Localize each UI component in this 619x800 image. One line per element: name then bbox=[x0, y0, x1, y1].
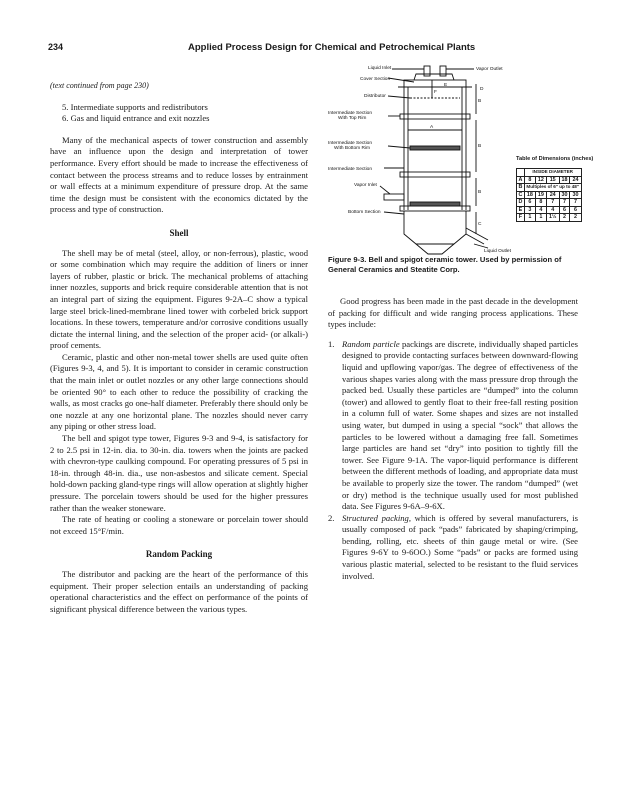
paragraph: Good progress has been made in the past decade in the development of packing for difficult and wide ranging process applications. These types include: bbox=[328, 296, 578, 330]
liquid-inlet-pipe bbox=[424, 66, 430, 76]
packing-types-list bbox=[328, 339, 578, 582]
list-item: 5. Intermediate supports and redistributors bbox=[62, 101, 208, 112]
left-column bbox=[50, 80, 308, 615]
table-row: A 8 12 15 18 24 bbox=[517, 176, 582, 184]
paragraph: The rate of heating or cooling a stoneware or porcelain tower should not exceed 15°F/min. bbox=[50, 514, 308, 536]
list-text: , which is offered by several manufacturers, is usually composed of pack “pads” fabricated by shaping/crimping, bending, rolling, etc. sheets of thin gauge metal or wire. (See Figures 9-6Y to 9-6OO.) Some “pads” or packs are formed using various plastic material, selected to be resistant to the fluid services involved. bbox=[342, 512, 578, 581]
running-title: Applied Process Design for Chemical and Petrochemical Plants bbox=[188, 42, 476, 53]
figure-caption: Figure 9-3. Bell and spigot ceramic tower. Used by permission of General Ceramics and Steatite Corp. bbox=[328, 255, 562, 274]
joint-ring bbox=[400, 172, 470, 177]
cover-flange bbox=[404, 80, 466, 87]
bottom-section bbox=[404, 211, 466, 244]
label-intermediate-section: Intermediate Section bbox=[328, 167, 372, 172]
label-vapor-outlet: Vapor Outlet bbox=[476, 67, 503, 72]
table-row: E 3 4 4 6 6 bbox=[517, 206, 582, 214]
paragraph: The distributor and packing are the heart of the performance of this equipment. Their proper selection entails an understanding of packing operational characteristics and the effect on performance of the points of significant physical difference between the various types. bbox=[50, 568, 308, 614]
list-text: packings are discrete, individually shaped particles designed to provide contacting surfaces between downward-flowing liquid and upflowing vapor/gas. The degree of effectiveness of the various shapes varies along with the mass pressure drop through the packed bed. Usually these particles are “dumped” into the column (tower) and allowed to gently float to their free-fall resting position in a column full of water. Some shapes and sizes are not installed using water, but dumped in using a special “sock” that allows the particles to be lowered without a damaging free fall. Sometimes large particles are hand set “dry” into position to tightly fill the tower. See Figure 9-1A. The vapor-liquid performance is different between the different methods of loading, and appropriate data must be available to properly size the tower. The random “dumped” (wet or dry) method is the technique usually used for most published data. See Figures 9-6A–9-6X. bbox=[342, 338, 578, 512]
table-row: B Multiples of 6" up to 48" bbox=[518, 184, 579, 190]
list-term: Random particle bbox=[342, 338, 400, 349]
list-item bbox=[328, 339, 578, 513]
dim-d-label: D bbox=[480, 87, 484, 92]
table-row: C 18 19 24 30 30 bbox=[517, 191, 582, 199]
label-intermediate-top-rim-2: With Top Rim bbox=[338, 116, 367, 121]
right-column bbox=[328, 296, 578, 582]
label-vapor-inlet: Vapor Inlet bbox=[354, 183, 377, 188]
dim-b-label: B bbox=[478, 99, 482, 104]
label-intermediate-bottom-rim-2: With Bottom Rim bbox=[334, 146, 370, 151]
dim-a-label: A bbox=[430, 125, 434, 130]
dim-b-label: B bbox=[478, 190, 482, 195]
label-bottom-section: Bottom Section bbox=[348, 210, 381, 215]
random-packing-heading: Random Packing bbox=[145, 549, 213, 560]
continued-note: (text continued from page 230) bbox=[50, 81, 149, 90]
table-row: D 6 8 7 7 7 bbox=[517, 199, 582, 207]
page-number: 234 bbox=[48, 42, 64, 52]
paragraph: Ceramic, plastic and other non-metal tower shells are used quite often (Figures 9-3, 4, and 5). It is important to consider in ceramic construction that the main inlet or outlet nozzles or any other large connections should be oriented 90° to each other to reduce the possibility of cracking the walls, as most cracks go one-half diameter. Preferably there should only be one nozzle at any one horizontal plane. The nozzles should never carry any piping or other stress load. bbox=[50, 351, 308, 432]
vapor-inlet-pipe bbox=[384, 194, 404, 200]
cover-dome bbox=[414, 74, 454, 80]
dim-e-label: E bbox=[444, 83, 448, 88]
list-term: Structured packing bbox=[342, 512, 409, 523]
list-item: 6. Gas and liquid entrance and exit nozzles bbox=[62, 113, 210, 124]
shell-heading: Shell bbox=[169, 227, 189, 238]
joint-ring bbox=[400, 114, 470, 119]
dim-b-label: B bbox=[478, 144, 482, 149]
label-intermediate-top-rim: Intermediate Section bbox=[328, 111, 372, 116]
dim-c-label: C bbox=[478, 222, 482, 227]
list-number: 2. bbox=[328, 512, 335, 523]
dim-f-label: F bbox=[434, 90, 437, 95]
label-distributor: Distributor bbox=[364, 94, 386, 99]
label-liquid-outlet: Liquid Outlet bbox=[484, 249, 511, 254]
table-header: INSIDE DIAMETER bbox=[524, 169, 581, 177]
label-cover-section: Cover Section bbox=[360, 77, 391, 82]
paragraph: The shell may be of metal (steel, alloy, or non-ferrous), plastic, wood or some combination which may require the addition of liners or inner layers of rubber, plastic or brick. The mechanical problems of attaching inner nozzles, supports and brick require considerable attention that is not an integral part of sizing the equipment. Figures 9-2A–C show a typical large steel brick-lined-membrane lined tower with corbeled brick support locations. In these towers, temperature and/or corrosive conditions usually dictate the internal lining, and the selection of the proper acid- (or alkali-) proof cements. bbox=[50, 247, 308, 351]
joint-ring bbox=[400, 206, 470, 211]
label-intermediate-bottom-rim: Intermediate Section bbox=[328, 141, 372, 146]
label-liquid-inlet: Liquid Inlet bbox=[368, 66, 392, 71]
support-grid bbox=[410, 202, 460, 206]
list-item bbox=[328, 513, 578, 583]
support-grid bbox=[410, 146, 460, 150]
dimensions-table-title: Table of Dimensions (inches) bbox=[516, 156, 594, 162]
dimensions-table bbox=[516, 168, 582, 222]
table-row: F 1 1 1½ 2 2 bbox=[517, 214, 582, 222]
list-number: 1. bbox=[328, 338, 335, 349]
intro-paragraph: Many of the mechanical aspects of tower construction and assembly have an influence upon the design and interpretation of tower performance. Every effort should be made to increase the effectiveness of contact between the process streams and to reduce losses by entrainment or wall effects at a minimum expenditure of pressure drop. At the same time the design must be consistent with the economics dictated by the process and type of construction. bbox=[50, 134, 308, 215]
vapor-outlet-pipe bbox=[440, 66, 446, 76]
paragraph: The bell and spigot type tower, Figures 9-3 and 9-4, is satisfactory for 2 to 2.5 psi in 12-in. dia. to 30-in. dia. towers when the joints are packed with chevron-type caulking compound. For operating pressures of 5 psi in 18-in. through 48-in. dia., use non-asbestos and silicate cement. Special hold-down packing gland-type rings will allow operation at slightly higher pressure. The porcelain towers should be used for the higher pressures rather than the weaker stoneware. bbox=[50, 433, 308, 513]
